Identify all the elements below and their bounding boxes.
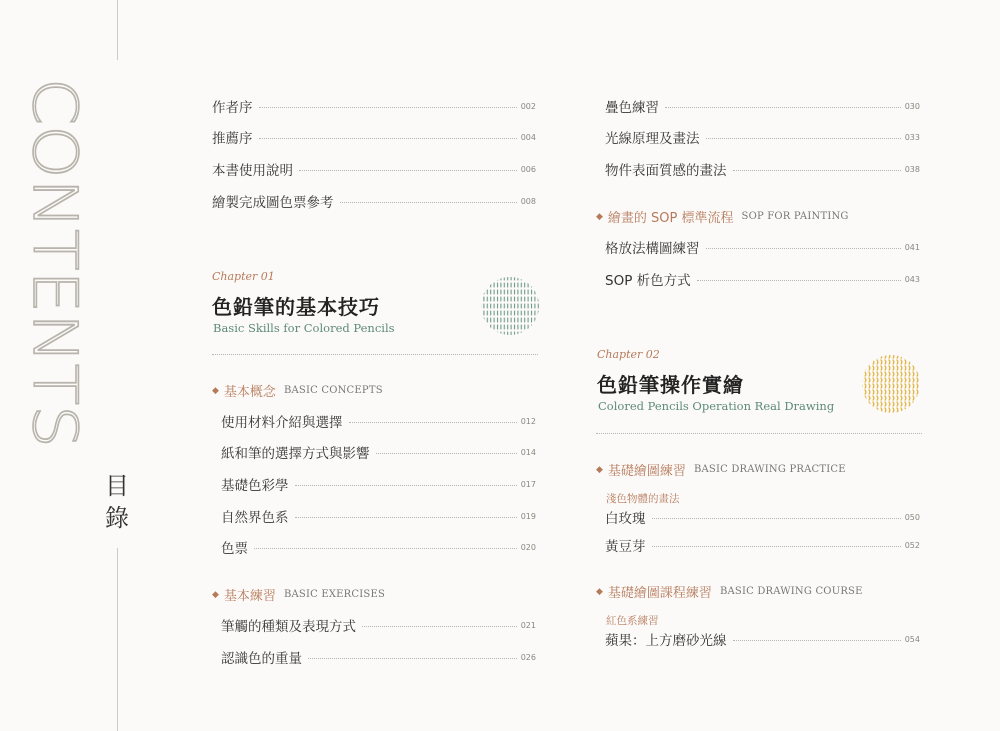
dot-leader	[697, 280, 901, 281]
vertical-rule-top	[117, 0, 118, 60]
chapter-1-tag: Chapter 01	[212, 270, 275, 283]
diamond-icon: ◆	[596, 586, 603, 597]
entry-title: 疊色練習	[605, 100, 659, 116]
toc-entry-materials[interactable]	[221, 411, 536, 431]
entry-page: 026	[520, 652, 536, 662]
section-basic-concepts	[212, 381, 383, 400]
green-stroke-badge	[479, 275, 541, 337]
toc-entry-paper-pencil[interactable]	[221, 442, 536, 462]
dot-leader	[733, 640, 901, 641]
entry-title: 認識色的重量	[221, 651, 302, 667]
section-basic-exercises	[212, 585, 385, 604]
toc-entry-swatches[interactable]	[221, 537, 536, 557]
entry-title: 本書使用說明	[212, 163, 293, 179]
toc-entry-sop-color-analysis[interactable]	[605, 269, 920, 289]
toc-entry-how-to-use[interactable]	[212, 159, 536, 179]
dot-leader	[362, 626, 517, 627]
section-title-en: BASIC DRAWING COURSE	[719, 586, 863, 597]
section-title-en: BASIC CONCEPTS	[283, 385, 383, 396]
dot-leader	[295, 517, 517, 518]
entry-page: 004	[520, 132, 536, 142]
entry-page: 021	[520, 620, 536, 630]
entry-page: 017	[520, 479, 536, 489]
entry-title: 繪製完成圖色票參考	[212, 195, 334, 211]
chapter-2-subtitle: Colored Pencils Operation Real Drawing	[598, 399, 835, 413]
dot-leader	[733, 170, 901, 171]
entry-title: 蘋果：上方磨砂光線	[605, 633, 727, 649]
chapter-2-title: 色鉛筆操作實繪	[597, 373, 744, 397]
dot-leader	[340, 202, 517, 203]
dot-leader	[376, 453, 517, 454]
entry-page: 038	[904, 164, 920, 174]
chapter-1-title: 色鉛筆的基本技巧	[212, 295, 380, 319]
yellow-stroke-badge	[860, 353, 922, 415]
mulu-heading: 目錄	[105, 472, 129, 532]
chapter-2-separator	[596, 433, 922, 434]
entry-title: 自然界色系	[221, 510, 289, 526]
subsection-red-practice: 紅色系練習	[606, 615, 659, 627]
chapter-2-tag: Chapter 02	[597, 348, 660, 361]
toc-entry-author-preface[interactable]	[212, 96, 536, 116]
diamond-icon: ◆	[596, 211, 603, 222]
entry-page: 052	[904, 540, 920, 550]
section-title-en: BASIC EXERCISES	[283, 589, 385, 600]
entry-title: 作者序	[212, 100, 253, 116]
section-title: 繪畫的 SOP 標準流程	[607, 211, 734, 226]
diamond-icon: ◆	[212, 385, 219, 396]
dot-leader	[706, 138, 901, 139]
section-title-en: SOP FOR PAINTING	[741, 211, 849, 222]
section-title: 基礎繪圖課程練習	[607, 586, 712, 601]
entry-page: 008	[520, 196, 536, 206]
section-basic-drawing-practice	[596, 460, 846, 479]
toc-entry-white-rose[interactable]	[605, 507, 920, 527]
entry-title: 基礎色彩學	[221, 478, 289, 494]
dot-leader	[259, 107, 517, 108]
entry-page: 030	[904, 101, 920, 111]
dot-leader	[299, 170, 517, 171]
dot-leader	[254, 548, 517, 549]
chapter-1-separator	[212, 354, 538, 355]
entry-page: 054	[904, 634, 920, 644]
entry-title: 物件表面質感的畫法	[605, 163, 727, 179]
section-title: 基本練習	[223, 589, 276, 604]
entry-page: 019	[520, 511, 536, 521]
entry-page: 050	[904, 512, 920, 522]
entry-page: 012	[520, 416, 536, 426]
section-title-en: BASIC DRAWING PRACTICE	[693, 464, 846, 475]
dot-leader	[349, 422, 517, 423]
diamond-icon: ◆	[596, 464, 603, 475]
entry-title: 色票	[221, 541, 248, 557]
entry-title: SOP 析色方式	[605, 273, 691, 289]
toc-entry-light-principles[interactable]	[605, 127, 920, 147]
toc-entry-natural-colors[interactable]	[221, 506, 536, 526]
entry-title: 白玫瑰	[605, 511, 646, 527]
dot-leader	[665, 107, 901, 108]
toc-entry-grid-method[interactable]	[605, 237, 920, 257]
entry-title: 紙和筆的選擇方式與影響	[221, 446, 370, 462]
section-title: 基礎繪圖練習	[607, 464, 686, 479]
section-basic-drawing-course	[596, 582, 863, 601]
toc-entry-stroke-types[interactable]	[221, 615, 536, 635]
entry-page: 043	[904, 274, 920, 284]
subsection-light-objects: 淺色物體的畫法	[606, 493, 680, 505]
entry-page: 002	[520, 101, 536, 111]
vertical-rule-bottom	[117, 548, 118, 731]
dot-leader	[652, 518, 901, 519]
dot-leader	[295, 485, 517, 486]
entry-page: 014	[520, 447, 536, 457]
toc-entry-bean-sprout[interactable]	[605, 535, 920, 555]
diamond-icon: ◆	[212, 589, 219, 600]
toc-entry-recommendation[interactable]	[212, 127, 536, 147]
entry-title: 推薦序	[212, 131, 253, 147]
entry-title: 黃豆芽	[605, 539, 646, 555]
toc-entry-apple[interactable]	[605, 629, 920, 649]
entry-title: 筆觸的種類及表現方式	[221, 619, 356, 635]
section-title: 基本概念	[223, 385, 276, 400]
dot-leader	[706, 248, 901, 249]
dot-leader	[652, 546, 901, 547]
entry-page: 033	[904, 132, 920, 142]
toc-entry-color-theory[interactable]	[221, 474, 536, 494]
dot-leader	[259, 138, 517, 139]
entry-page: 041	[904, 242, 920, 252]
toc-entry-layering[interactable]	[605, 96, 920, 116]
contents-title	[19, 78, 150, 450]
contents-title-text: CONTENTS	[19, 78, 90, 412]
toc-entry-surface-texture[interactable]	[605, 159, 920, 179]
section-sop	[596, 207, 849, 226]
entry-title: 使用材料介紹與選擇	[221, 415, 343, 431]
entry-title: 光線原理及畫法	[605, 131, 700, 147]
chapter-1-subtitle: Basic Skills for Colored Pencils	[213, 321, 395, 335]
toc-entry-color-weight[interactable]	[221, 647, 536, 667]
entry-title: 格放法構圖練習	[605, 241, 700, 257]
dot-leader	[308, 658, 517, 659]
entry-page: 020	[520, 542, 536, 552]
toc-entry-color-chart[interactable]	[212, 191, 536, 211]
entry-page: 006	[520, 164, 536, 174]
